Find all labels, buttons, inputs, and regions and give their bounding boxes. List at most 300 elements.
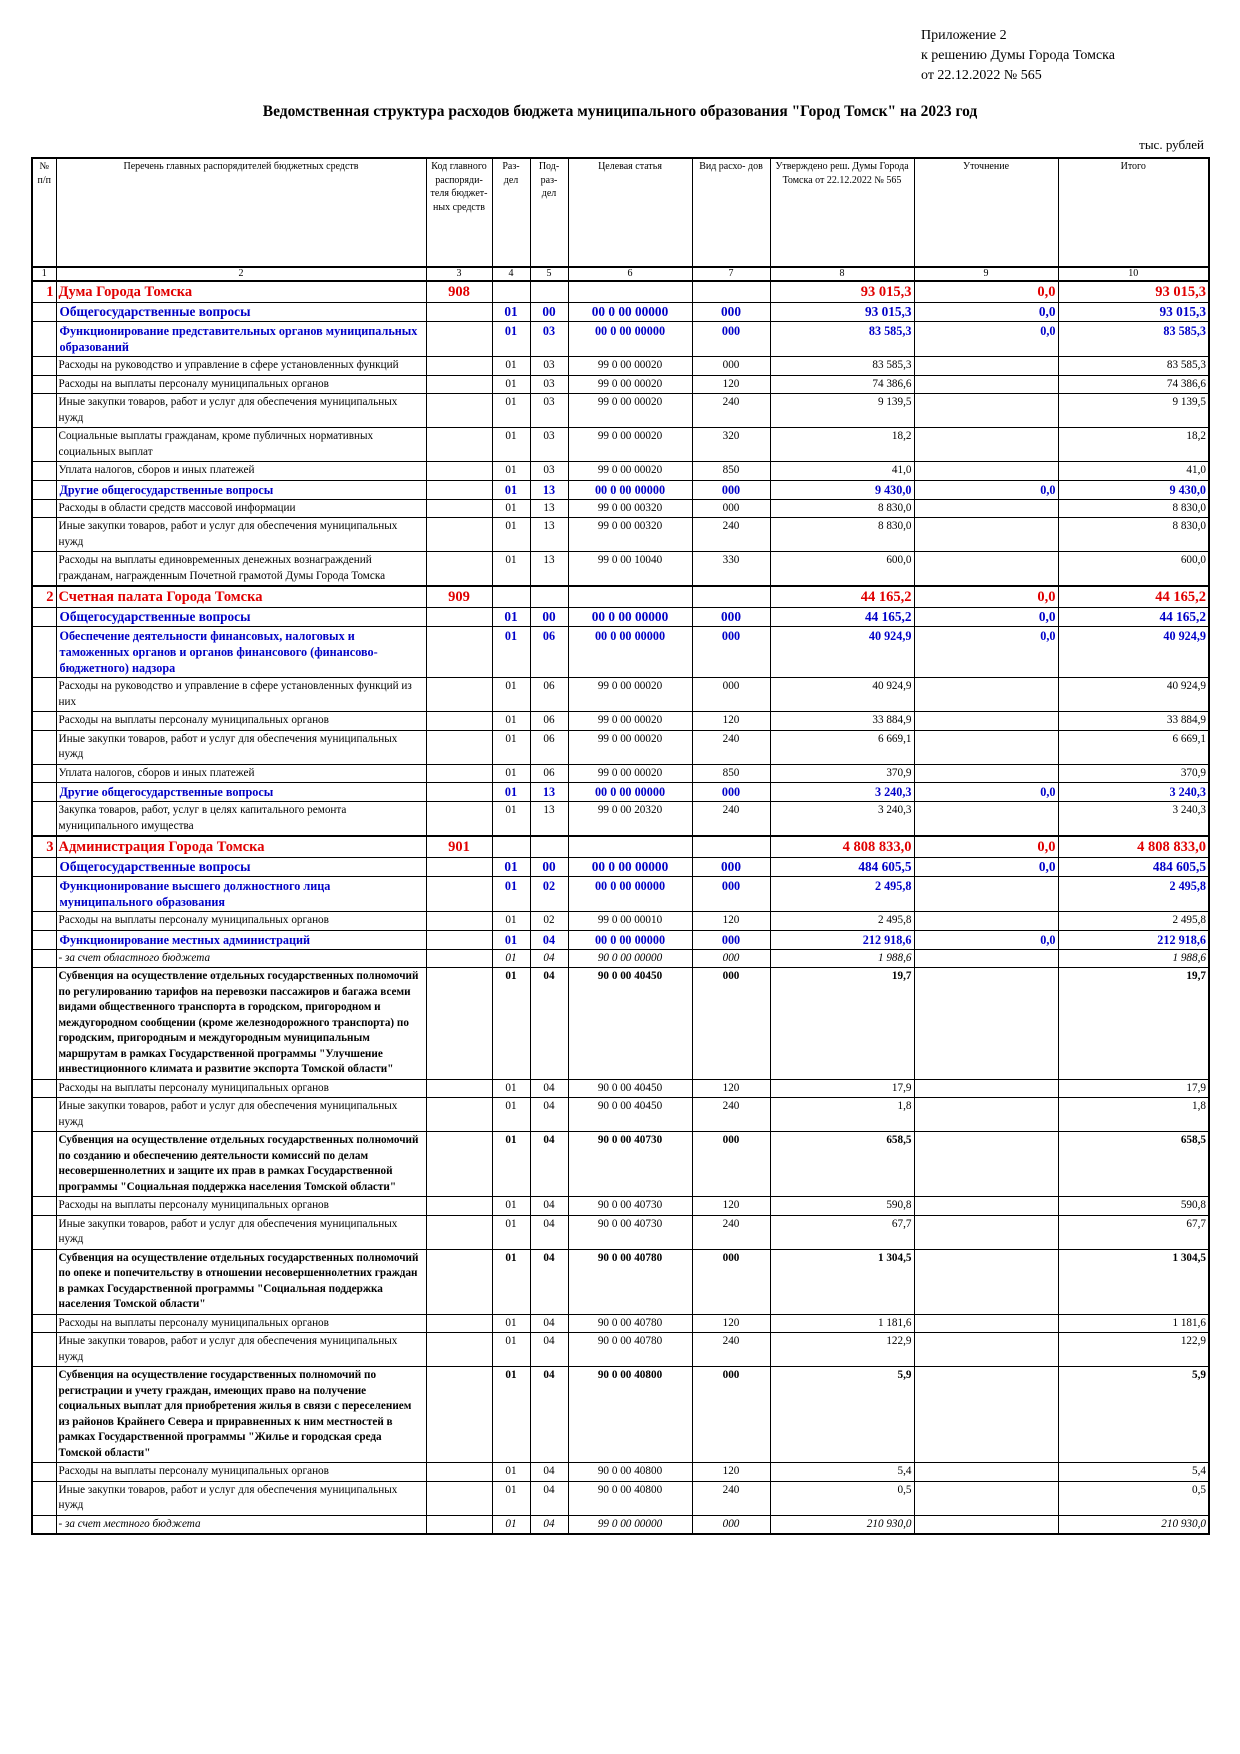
row-change <box>914 1463 1058 1482</box>
row-razdel: 01 <box>492 1515 530 1534</box>
row-change <box>914 1333 1058 1367</box>
row-target-article: 99 0 00 20320 <box>568 802 692 837</box>
row-code <box>426 552 492 587</box>
row-total: 1 181,6 <box>1058 1314 1209 1333</box>
row-code: 908 <box>426 281 492 303</box>
row-code <box>426 322 492 357</box>
row-approved: 6 669,1 <box>770 730 914 764</box>
row-target-article: 00 0 00 00000 <box>568 303 692 322</box>
row-razdel: 01 <box>492 1197 530 1216</box>
table-row <box>32 428 1209 462</box>
row-change: 0,0 <box>914 322 1058 357</box>
row-expense-type: 240 <box>692 394 770 428</box>
table-row <box>32 968 1209 1080</box>
row-razdel: 01 <box>492 1132 530 1197</box>
col-number: 1 <box>32 267 56 281</box>
row-change <box>914 912 1058 931</box>
row-expense-type: 000 <box>692 303 770 322</box>
row-podrazdel: 13 <box>530 499 568 518</box>
table-row <box>32 357 1209 376</box>
row-target-article: 99 0 00 00010 <box>568 912 692 931</box>
row-approved: 83 585,3 <box>770 322 914 357</box>
table-row <box>32 930 1209 949</box>
header-expense-type: Вид расхо- дов <box>692 158 770 267</box>
row-name: Расходы на выплаты персоналу муниципальных органов <box>56 1463 426 1482</box>
row-code <box>426 1132 492 1197</box>
row-expense-type: 000 <box>692 1132 770 1197</box>
row-podrazdel: 00 <box>530 858 568 877</box>
row-number <box>32 552 56 587</box>
row-name: Расходы на выплаты персоналу муниципальных органов <box>56 1197 426 1216</box>
row-razdel <box>492 836 530 858</box>
row-code <box>426 1079 492 1098</box>
row-number: 3 <box>32 836 56 858</box>
row-code <box>426 1215 492 1249</box>
row-target-article: 99 0 00 00020 <box>568 462 692 481</box>
row-change <box>914 1079 1058 1098</box>
row-name: Общегосударственные вопросы <box>56 858 426 877</box>
table-row <box>32 499 1209 518</box>
row-change: 0,0 <box>914 627 1058 678</box>
row-approved: 83 585,3 <box>770 357 914 376</box>
row-change <box>914 1132 1058 1197</box>
row-change <box>914 968 1058 1080</box>
table-row <box>32 1098 1209 1132</box>
row-expense-type: 240 <box>692 518 770 552</box>
row-number <box>32 1463 56 1482</box>
row-approved: 9 430,0 <box>770 480 914 499</box>
row-change: 0,0 <box>914 608 1058 627</box>
row-target-article: 99 0 00 00020 <box>568 764 692 783</box>
row-total: 83 585,3 <box>1058 357 1209 376</box>
row-approved: 8 830,0 <box>770 518 914 552</box>
row-total: 83 585,3 <box>1058 322 1209 357</box>
row-total: 2 495,8 <box>1058 877 1209 912</box>
header-change: Уточнение <box>914 158 1058 267</box>
row-target-article: 90 0 00 00000 <box>568 949 692 968</box>
row-podrazdel: 02 <box>530 877 568 912</box>
row-change <box>914 1481 1058 1515</box>
row-total: 370,9 <box>1058 764 1209 783</box>
row-change <box>914 730 1058 764</box>
row-number <box>32 303 56 322</box>
row-code <box>426 764 492 783</box>
col-number: 9 <box>914 267 1058 281</box>
row-change <box>914 877 1058 912</box>
row-razdel <box>492 281 530 303</box>
row-podrazdel: 04 <box>530 1314 568 1333</box>
row-name: Общегосударственные вопросы <box>56 608 426 627</box>
table-row <box>32 949 1209 968</box>
row-name: Иные закупки товаров, работ и услуг для обеспечения муниципальных нужд <box>56 730 426 764</box>
row-target-article: 00 0 00 00000 <box>568 480 692 499</box>
row-number <box>32 462 56 481</box>
row-name: Уплата налогов, сборов и иных платежей <box>56 462 426 481</box>
row-change: 0,0 <box>914 930 1058 949</box>
row-total: 93 015,3 <box>1058 303 1209 322</box>
units-label: тыс. рублей <box>1139 137 1204 152</box>
row-total: 6 669,1 <box>1058 730 1209 764</box>
row-expense-type: 240 <box>692 802 770 837</box>
row-change <box>914 764 1058 783</box>
table-row <box>32 912 1209 931</box>
appendix-note <box>921 26 1115 86</box>
row-approved: 74 386,6 <box>770 375 914 394</box>
row-razdel: 01 <box>492 303 530 322</box>
row-name: - за счет областного бюджета <box>56 949 426 968</box>
row-target-article: 00 0 00 00000 <box>568 783 692 802</box>
row-expense-type: 240 <box>692 1481 770 1515</box>
row-podrazdel: 04 <box>530 1515 568 1534</box>
row-podrazdel: 04 <box>530 1481 568 1515</box>
row-expense-type <box>692 836 770 858</box>
row-approved: 1 181,6 <box>770 1314 914 1333</box>
row-change: 0,0 <box>914 586 1058 608</box>
row-razdel: 01 <box>492 1249 530 1314</box>
row-number: 1 <box>32 281 56 303</box>
row-podrazdel: 03 <box>530 394 568 428</box>
row-approved: 2 495,8 <box>770 877 914 912</box>
table-row <box>32 1463 1209 1482</box>
row-code <box>426 802 492 837</box>
row-total: 5,9 <box>1058 1367 1209 1463</box>
row-podrazdel: 04 <box>530 1079 568 1098</box>
row-podrazdel: 04 <box>530 1367 568 1463</box>
row-number <box>32 1333 56 1367</box>
header-code: Код главного распоряди- теля бюджет- ных средств <box>426 158 492 267</box>
row-number <box>32 858 56 877</box>
row-target-article: 99 0 00 00020 <box>568 428 692 462</box>
row-expense-type: 000 <box>692 480 770 499</box>
row-approved: 93 015,3 <box>770 303 914 322</box>
row-expense-type: 330 <box>692 552 770 587</box>
row-expense-type: 000 <box>692 1367 770 1463</box>
row-total: 17,9 <box>1058 1079 1209 1098</box>
row-razdel: 01 <box>492 730 530 764</box>
row-approved: 600,0 <box>770 552 914 587</box>
row-approved: 40 924,9 <box>770 678 914 712</box>
row-approved: 210 930,0 <box>770 1515 914 1534</box>
row-change <box>914 518 1058 552</box>
row-change <box>914 1367 1058 1463</box>
row-total: 44 165,2 <box>1058 586 1209 608</box>
row-podrazdel: 04 <box>530 1333 568 1367</box>
row-podrazdel: 13 <box>530 802 568 837</box>
row-approved: 1,8 <box>770 1098 914 1132</box>
table-row <box>32 764 1209 783</box>
row-name: Расходы на выплаты персоналу муниципальных органов <box>56 1079 426 1098</box>
table-row <box>32 627 1209 678</box>
row-expense-type: 120 <box>692 1197 770 1216</box>
row-approved: 5,4 <box>770 1463 914 1482</box>
row-target-article: 90 0 00 40730 <box>568 1197 692 1216</box>
row-approved: 370,9 <box>770 764 914 783</box>
row-number <box>32 627 56 678</box>
row-target-article: 90 0 00 40450 <box>568 968 692 1080</box>
row-total: 3 240,3 <box>1058 783 1209 802</box>
row-podrazdel: 04 <box>530 1098 568 1132</box>
row-number <box>32 930 56 949</box>
row-podrazdel: 00 <box>530 303 568 322</box>
row-expense-type <box>692 586 770 608</box>
row-razdel: 01 <box>492 1367 530 1463</box>
row-number <box>32 1079 56 1098</box>
row-target-article <box>568 281 692 303</box>
organization-row <box>32 836 1209 858</box>
row-change: 0,0 <box>914 303 1058 322</box>
row-code <box>426 357 492 376</box>
row-target-article: 90 0 00 40780 <box>568 1333 692 1367</box>
row-number <box>32 949 56 968</box>
row-total: 44 165,2 <box>1058 608 1209 627</box>
row-total: 122,9 <box>1058 1333 1209 1367</box>
row-approved: 484 605,5 <box>770 858 914 877</box>
table-row <box>32 480 1209 499</box>
row-name: Функционирование представительных органов муниципальных образований <box>56 322 426 357</box>
row-code <box>426 1197 492 1216</box>
row-podrazdel: 02 <box>530 912 568 931</box>
row-total: 1 988,6 <box>1058 949 1209 968</box>
row-razdel: 01 <box>492 357 530 376</box>
col-number: 2 <box>56 267 426 281</box>
row-code <box>426 499 492 518</box>
header-name: Перечень главных распорядителей бюджетных средств <box>56 158 426 267</box>
row-approved: 2 495,8 <box>770 912 914 931</box>
row-razdel: 01 <box>492 1463 530 1482</box>
row-total: 590,8 <box>1058 1197 1209 1216</box>
table-row <box>32 552 1209 587</box>
row-name: Счетная палата Города Томска <box>56 586 426 608</box>
row-podrazdel: 06 <box>530 627 568 678</box>
row-total: 74 386,6 <box>1058 375 1209 394</box>
row-razdel: 01 <box>492 1079 530 1098</box>
row-total: 1,8 <box>1058 1098 1209 1132</box>
row-expense-type: 240 <box>692 730 770 764</box>
row-code: 909 <box>426 586 492 608</box>
row-target-article: 90 0 00 40780 <box>568 1314 692 1333</box>
table-row <box>32 462 1209 481</box>
row-expense-type: 000 <box>692 858 770 877</box>
row-target-article: 99 0 00 10040 <box>568 552 692 587</box>
row-total: 658,5 <box>1058 1132 1209 1197</box>
row-razdel: 01 <box>492 394 530 428</box>
row-podrazdel: 03 <box>530 322 568 357</box>
header-podrazdel: Под- раз- дел <box>530 158 568 267</box>
row-approved: 44 165,2 <box>770 608 914 627</box>
table-row <box>32 1079 1209 1098</box>
row-podrazdel: 03 <box>530 357 568 376</box>
row-podrazdel: 04 <box>530 968 568 1080</box>
organization-row <box>32 586 1209 608</box>
row-total: 41,0 <box>1058 462 1209 481</box>
row-code <box>426 678 492 712</box>
row-number <box>32 1098 56 1132</box>
row-name: Субвенция на осуществление отдельных государственных полномочий по созданию и обеспечению деятельности комиссий по делам несовершеннолетних и защите их прав в рамках Государственной программы "Социальная поддержка населения Томской области" <box>56 1132 426 1197</box>
row-target-article: 90 0 00 40450 <box>568 1098 692 1132</box>
row-expense-type: 000 <box>692 783 770 802</box>
row-target-article: 90 0 00 40800 <box>568 1463 692 1482</box>
row-name: Функционирование высшего должностного лица муниципального образования <box>56 877 426 912</box>
header-total: Итого <box>1058 158 1209 267</box>
row-name: Расходы в области средств массовой информации <box>56 499 426 518</box>
row-change <box>914 949 1058 968</box>
budget-table <box>31 157 1210 1535</box>
row-number <box>32 968 56 1080</box>
row-razdel: 01 <box>492 858 530 877</box>
row-razdel: 01 <box>492 1215 530 1249</box>
row-code <box>426 912 492 931</box>
row-razdel: 01 <box>492 375 530 394</box>
row-name: Общегосударственные вопросы <box>56 303 426 322</box>
header-target-article: Целевая статья <box>568 158 692 267</box>
row-target-article: 99 0 00 00020 <box>568 678 692 712</box>
row-change <box>914 1215 1058 1249</box>
row-name: Расходы на выплаты персоналу муниципальных органов <box>56 375 426 394</box>
table-row <box>32 1333 1209 1367</box>
row-razdel: 01 <box>492 499 530 518</box>
appendix-line-1: Приложение 2 <box>921 28 1007 43</box>
row-total: 484 605,5 <box>1058 858 1209 877</box>
row-razdel: 01 <box>492 912 530 931</box>
row-number <box>32 322 56 357</box>
row-razdel: 01 <box>492 608 530 627</box>
row-approved: 5,9 <box>770 1367 914 1463</box>
col-number: 7 <box>692 267 770 281</box>
row-total: 33 884,9 <box>1058 712 1209 731</box>
table-row <box>32 877 1209 912</box>
row-expense-type: 000 <box>692 627 770 678</box>
row-code <box>426 394 492 428</box>
row-target-article: 99 0 00 00020 <box>568 375 692 394</box>
row-podrazdel: 04 <box>530 1215 568 1249</box>
table-row <box>32 1367 1209 1463</box>
row-approved: 1 304,5 <box>770 1249 914 1314</box>
row-target-article: 00 0 00 00000 <box>568 877 692 912</box>
row-number <box>32 375 56 394</box>
row-razdel: 01 <box>492 968 530 1080</box>
row-approved: 4 808 833,0 <box>770 836 914 858</box>
row-number <box>32 357 56 376</box>
table-row <box>32 802 1209 837</box>
row-razdel: 01 <box>492 877 530 912</box>
row-target-article: 90 0 00 40800 <box>568 1481 692 1515</box>
row-podrazdel <box>530 836 568 858</box>
row-number <box>32 428 56 462</box>
row-change <box>914 802 1058 837</box>
row-podrazdel: 13 <box>530 552 568 587</box>
row-change: 0,0 <box>914 281 1058 303</box>
row-change <box>914 394 1058 428</box>
row-code <box>426 480 492 499</box>
row-podrazdel: 04 <box>530 1197 568 1216</box>
row-podrazdel: 06 <box>530 678 568 712</box>
row-change <box>914 678 1058 712</box>
row-podrazdel: 13 <box>530 518 568 552</box>
table-row <box>32 858 1209 877</box>
header-no: № п/п <box>32 158 56 267</box>
row-number <box>32 678 56 712</box>
row-code <box>426 1367 492 1463</box>
row-name: Иные закупки товаров, работ и услуг для обеспечения муниципальных нужд <box>56 394 426 428</box>
row-approved: 17,9 <box>770 1079 914 1098</box>
row-total: 2 495,8 <box>1058 912 1209 931</box>
table-header-row <box>32 158 1209 267</box>
row-change: 0,0 <box>914 858 1058 877</box>
row-expense-type: 120 <box>692 912 770 931</box>
row-expense-type: 000 <box>692 949 770 968</box>
row-total: 8 830,0 <box>1058 518 1209 552</box>
row-expense-type: 000 <box>692 1249 770 1314</box>
row-podrazdel: 04 <box>530 1463 568 1482</box>
row-code <box>426 858 492 877</box>
row-name: Расходы на руководство и управление в сфере установленных функций из них <box>56 678 426 712</box>
row-change <box>914 1197 1058 1216</box>
row-number <box>32 1314 56 1333</box>
row-approved: 8 830,0 <box>770 499 914 518</box>
row-change: 0,0 <box>914 836 1058 858</box>
row-name: - за счет местного бюджета <box>56 1515 426 1534</box>
row-code <box>426 428 492 462</box>
row-total: 3 240,3 <box>1058 802 1209 837</box>
row-podrazdel: 06 <box>530 712 568 731</box>
row-target-article: 90 0 00 40730 <box>568 1215 692 1249</box>
row-number <box>32 480 56 499</box>
col-number: 8 <box>770 267 914 281</box>
row-change: 0,0 <box>914 783 1058 802</box>
row-razdel: 01 <box>492 322 530 357</box>
row-podrazdel: 04 <box>530 930 568 949</box>
row-approved: 658,5 <box>770 1132 914 1197</box>
row-name: Иные закупки товаров, работ и услуг для обеспечения муниципальных нужд <box>56 1481 426 1515</box>
row-total: 9 139,5 <box>1058 394 1209 428</box>
row-razdel: 01 <box>492 1314 530 1333</box>
table-row <box>32 394 1209 428</box>
row-code <box>426 783 492 802</box>
row-expense-type: 000 <box>692 877 770 912</box>
row-razdel: 01 <box>492 1481 530 1515</box>
row-razdel: 01 <box>492 627 530 678</box>
row-name: Дума Города Томска <box>56 281 426 303</box>
row-name: Другие общегосударственные вопросы <box>56 783 426 802</box>
table-row <box>32 375 1209 394</box>
row-code <box>426 712 492 731</box>
row-razdel: 01 <box>492 930 530 949</box>
document-title: Ведомственная структура расходов бюджета муниципального образования "Город Томск" на 2023 год <box>262 103 978 120</box>
row-approved: 3 240,3 <box>770 802 914 837</box>
table-row <box>32 1132 1209 1197</box>
row-name: Расходы на выплаты персоналу муниципальных органов <box>56 1314 426 1333</box>
row-code <box>426 1098 492 1132</box>
table-row <box>32 678 1209 712</box>
row-total: 600,0 <box>1058 552 1209 587</box>
row-name: Субвенция на осуществление отдельных государственных полномочий по регулированию тарифов на перевозки пассажиров и багажа всеми видами общественного транспорта в городском, пригородном и междугородном сообщении (кроме железнодорожного транспорта) по городским, пригородным и междугородным муниципальным маршрутам в рамках Государственной программы "Улучшение инвестиционного климата и развитие экспорта Томской области" <box>56 968 426 1080</box>
table-row <box>32 608 1209 627</box>
row-razdel <box>492 586 530 608</box>
row-number <box>32 1215 56 1249</box>
row-target-article: 99 0 00 00020 <box>568 730 692 764</box>
row-razdel: 01 <box>492 1333 530 1367</box>
row-number <box>32 1249 56 1314</box>
table-row <box>32 1314 1209 1333</box>
row-total: 19,7 <box>1058 968 1209 1080</box>
row-target-article: 99 0 00 00000 <box>568 1515 692 1534</box>
col-number: 5 <box>530 267 568 281</box>
row-change <box>914 428 1058 462</box>
row-number <box>32 518 56 552</box>
row-expense-type: 120 <box>692 1463 770 1482</box>
row-target-article: 99 0 00 00020 <box>568 357 692 376</box>
row-number <box>32 877 56 912</box>
